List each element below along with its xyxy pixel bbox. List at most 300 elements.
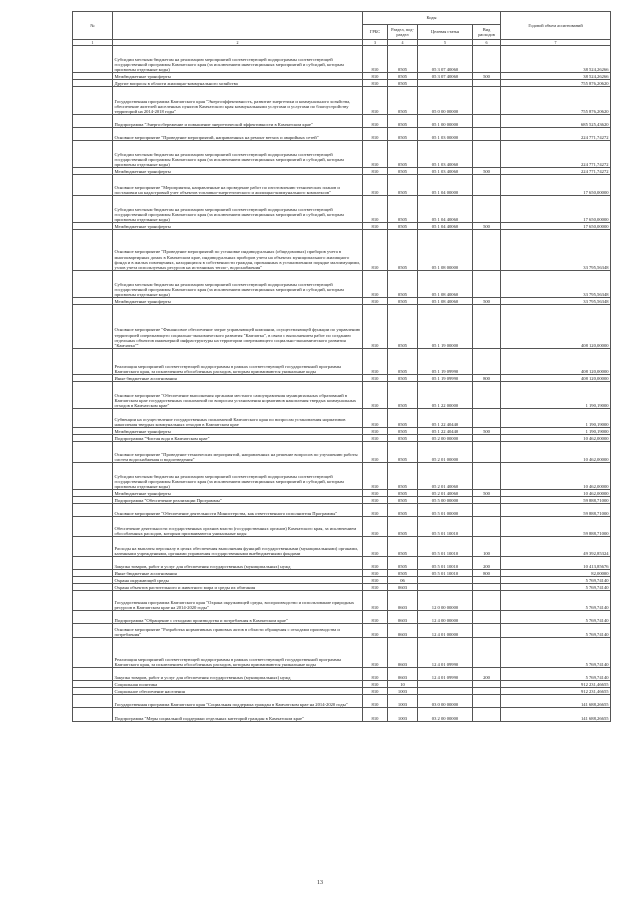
row-grbs-cell: 810 (363, 688, 388, 695)
col-exptype-index: 6 (473, 40, 501, 46)
row-exptype-cell (473, 196, 501, 223)
row-section-cell: 0603 (388, 668, 418, 681)
row-exptype-cell: 200 (473, 557, 501, 570)
row-section-cell: 0505 (388, 73, 418, 80)
row-amount-cell: 685 525,43620 (501, 115, 611, 128)
table-row (73, 305, 611, 349)
table-row (73, 442, 611, 463)
row-target-cell: 05 3 07 40060 (418, 73, 473, 80)
table-row (73, 517, 611, 537)
row-exptype-cell (473, 46, 501, 73)
row-amount-cell: 10 462,00000 (501, 490, 611, 497)
row-section-cell: 0505 (388, 271, 418, 298)
row-section-cell: 1003 (388, 695, 418, 708)
table-row (73, 271, 611, 298)
budget-table-body (73, 46, 611, 722)
row-name-cell: Обеспечение деятельности государственных органов власти (государственных органов) Камчатского края, за исключением обособленных расходов, которым присваиваются уникальные коды (113, 517, 363, 537)
row-grbs-cell: 810 (363, 87, 388, 115)
row-name-cell: Расходы на выплаты персоналу в целях обеспечения выполнения функций государственными (муниципальными) органами, казенными учреждениями, органами управления государственными внебюджетными фондами (113, 537, 363, 557)
row-amount-cell: 755 876,20620 (501, 80, 611, 87)
table-row (73, 115, 611, 128)
row-grbs-cell: 810 (363, 570, 388, 577)
row-exptype-cell: 500 (473, 223, 501, 230)
row-amount-cell: 33 795,56348 (501, 298, 611, 305)
table-row (73, 708, 611, 722)
row-name-cell: Субсидии местным бюджетам на реализацию мероприятий соответствующей подпрограммы соответствующей государственной программы Камчатского края (за исключением инвестиционных мероприятий и субсидий, которым присвоены отдельные коды) (113, 196, 363, 223)
row-section-cell: 1003 (388, 688, 418, 695)
row-target-cell: 05 1 08 00000 (418, 230, 473, 271)
row-section-cell: 10 (388, 681, 418, 688)
row-name-cell: Основное мероприятие "Разработка нормативных правовых актов в области обращения с отходами производства и потребления" (113, 624, 363, 638)
row-number-cell (73, 708, 113, 722)
row-target-cell: 05 5 01 10010 (418, 517, 473, 537)
row-name-cell: Реализация мероприятий соответствующей подпрограммы в рамках соответствующей государственной программы Камчатского края, за исключением обособленных расходов, которым присваиваются уникальные коды (113, 638, 363, 668)
row-number-cell (73, 409, 113, 428)
col-section-index: 4 (388, 40, 418, 46)
row-exptype-cell (473, 442, 501, 463)
row-section-cell: 0505 (388, 382, 418, 409)
table-row (73, 375, 611, 382)
row-grbs-cell: 810 (363, 435, 388, 442)
row-section-cell: 0505 (388, 230, 418, 271)
row-exptype-cell (473, 271, 501, 298)
col-name-index: 2 (113, 40, 363, 46)
row-grbs-cell: 810 (363, 517, 388, 537)
row-section-cell: 0505 (388, 442, 418, 463)
row-target-cell: 05 1 19 09990 (418, 375, 473, 382)
row-section-cell: 0505 (388, 504, 418, 517)
row-target-cell: 12 0 00 00000 (418, 591, 473, 611)
row-exptype-cell (473, 435, 501, 442)
col-number-header: № (73, 12, 113, 40)
table-row (73, 223, 611, 230)
row-target-cell: 05 2 00 00000 (418, 435, 473, 442)
table-row (73, 577, 611, 584)
row-section-cell: 0505 (388, 375, 418, 382)
row-exptype-cell (473, 504, 501, 517)
row-grbs-cell: 810 (363, 695, 388, 708)
row-number-cell (73, 611, 113, 624)
row-target-cell: 05 1 08 40060 (418, 271, 473, 298)
col-grbs-header: ГРБС (363, 25, 388, 40)
row-target-cell: 12 4 01 00000 (418, 624, 473, 638)
row-exptype-cell: 500 (473, 298, 501, 305)
row-name-cell: Межбюджетные трансферты (113, 168, 363, 175)
row-exptype-cell: 500 (473, 168, 501, 175)
row-amount-cell: 17 650,00000 (501, 175, 611, 196)
row-number-cell (73, 490, 113, 497)
row-number-cell (73, 230, 113, 271)
row-number-cell (73, 557, 113, 570)
row-amount-cell: 10 462,00000 (501, 463, 611, 490)
row-target-cell: 05 1 19 09990 (418, 349, 473, 375)
row-number-cell (73, 688, 113, 695)
row-amount-cell: 59 888,71000 (501, 497, 611, 504)
row-number-cell (73, 537, 113, 557)
row-section-cell: 0505 (388, 517, 418, 537)
row-amount-cell: 59 888,71000 (501, 504, 611, 517)
row-section-cell: 0505 (388, 168, 418, 175)
row-name-cell: Государственная программа Камчатского края "Охрана окружающей среды, воспроизводство и использование природных ресурсов в Камчатском крае на 2014-2020 годы" (113, 591, 363, 611)
row-grbs-cell: 810 (363, 305, 388, 349)
row-number-cell (73, 497, 113, 504)
row-amount-cell: 5 769,74140 (501, 624, 611, 638)
row-exptype-cell (473, 688, 501, 695)
row-name-cell: Межбюджетные трансферты (113, 298, 363, 305)
col-number-index: 1 (73, 40, 113, 46)
row-name-cell: Подпрограмма "Обеспечение реализации Программы" (113, 497, 363, 504)
row-name-cell: Основное мероприятие "Мероприятия, направленные на проведение работ по изготовлению технических планов и постановки на кадастровый учет объектов топливно-энергетического и жилищно-коммунального комплексов" (113, 175, 363, 196)
row-target-cell: 05 1 03 40060 (418, 168, 473, 175)
row-name-cell: Подпрограмма "Меры социальной поддержки отдельных категорий граждан в Камчатском крае" (113, 708, 363, 722)
row-name-cell: Основное мероприятие "Проведение мероприятий по установке индивидуальных (общедомовых) приборов учета в многоквартирных домах в Камчатском крае, индивидуальных приборов учета на объектах муниципального жилищного фонда и в жилых помещениях, находящихся в собственности граждан, признанных в установленном порядке малоимущими, узлов учета используемых ресурсов на источниках тепло-, водоснабжения" (113, 230, 363, 271)
row-amount-cell: 38 524,26266 (501, 46, 611, 73)
row-number-cell (73, 375, 113, 382)
row-section-cell: 0505 (388, 428, 418, 435)
row-exptype-cell (473, 611, 501, 624)
row-section-cell: 0505 (388, 497, 418, 504)
row-exptype-cell (473, 80, 501, 87)
row-name-cell: Субсидии местным бюджетам на реализацию мероприятий соответствующей подпрограммы соответствующей государственной программы Камчатского края (за исключением инвестиционных мероприятий и субсидий, которым присвоены отдельные коды) (113, 46, 363, 73)
row-amount-cell: 10 462,00000 (501, 435, 611, 442)
row-amount-cell: 141 688,26655 (501, 695, 611, 708)
row-target-cell: 05 1 03 00000 (418, 128, 473, 141)
row-amount-cell: 5 769,74140 (501, 591, 611, 611)
table-row (73, 688, 611, 695)
row-grbs-cell: 810 (363, 497, 388, 504)
col-amount-index: 7 (501, 40, 611, 46)
row-target-cell: 05 1 04 00000 (418, 175, 473, 196)
table-row (73, 409, 611, 428)
row-number-cell (73, 584, 113, 591)
col-exptype-header: Вид расходов (473, 25, 501, 40)
row-exptype-cell: 100 (473, 537, 501, 557)
row-grbs-cell: 810 (363, 128, 388, 141)
table-row (73, 349, 611, 375)
row-exptype-cell (473, 305, 501, 349)
row-name-cell: Основное мероприятие "Проведение мероприятий, направленных на ремонт ветхих и аварийных сетей" (113, 128, 363, 141)
row-amount-cell: 141 688,26655 (501, 708, 611, 722)
row-section-cell: 0603 (388, 624, 418, 638)
row-exptype-cell (473, 115, 501, 128)
row-section-cell: 0505 (388, 349, 418, 375)
row-grbs-cell: 810 (363, 442, 388, 463)
row-exptype-cell (473, 175, 501, 196)
row-grbs-cell: 810 (363, 230, 388, 271)
row-number-cell (73, 298, 113, 305)
row-target-cell: 05 1 03 40060 (418, 141, 473, 168)
row-target-cell: 05 2 01 40060 (418, 463, 473, 490)
row-name-cell: Закупка товаров, работ и услуг для обеспечения государственных (муниципальных) нужд (113, 668, 363, 681)
row-grbs-cell: 810 (363, 611, 388, 624)
row-grbs-cell: 810 (363, 504, 388, 517)
row-section-cell: 0505 (388, 435, 418, 442)
row-number-cell (73, 168, 113, 175)
row-target-cell: 05 2 01 00000 (418, 442, 473, 463)
row-name-cell: Государственная программа Камчатского края "Социальная поддержка граждан в Камчатском крае на 2014-2020 годы" (113, 695, 363, 708)
row-grbs-cell: 810 (363, 115, 388, 128)
row-grbs-cell: 810 (363, 382, 388, 409)
row-target-cell (418, 577, 473, 584)
row-grbs-cell: 810 (363, 584, 388, 591)
row-amount-cell: 224 771,74272 (501, 141, 611, 168)
row-name-cell: Субсидии местным бюджетам на реализацию мероприятий соответствующей подпрограммы соответствующей государственной программы Камчатского края (за исключением инвестиционных мероприятий и субсидий, которым присвоены отдельные коды) (113, 141, 363, 168)
row-amount-cell: 912 231,46655 (501, 681, 611, 688)
row-amount-cell: 5 769,74140 (501, 584, 611, 591)
row-section-cell: 1003 (388, 708, 418, 722)
row-grbs-cell: 810 (363, 168, 388, 175)
row-name-cell: Межбюджетные трансферты (113, 490, 363, 497)
row-exptype-cell (473, 141, 501, 168)
row-amount-cell: 17 650,00000 (501, 223, 611, 230)
row-exptype-cell (473, 638, 501, 668)
row-grbs-cell: 810 (363, 624, 388, 638)
row-number-cell (73, 681, 113, 688)
row-section-cell: 0603 (388, 591, 418, 611)
row-number-cell (73, 349, 113, 375)
row-section-cell: 0505 (388, 570, 418, 577)
col-target-index: 5 (418, 40, 473, 46)
row-number-cell (73, 73, 113, 80)
row-name-cell: Межбюджетные трансферты (113, 428, 363, 435)
row-amount-cell: 5 769,74140 (501, 668, 611, 681)
row-name-cell: Охрана объектов растительного и животного мира и среды их обитания (113, 584, 363, 591)
row-exptype-cell: 800 (473, 570, 501, 577)
row-grbs-cell: 810 (363, 557, 388, 570)
row-number-cell (73, 638, 113, 668)
row-grbs-cell: 810 (363, 708, 388, 722)
row-target-cell: 05 1 04 40060 (418, 223, 473, 230)
row-grbs-cell: 810 (363, 349, 388, 375)
row-name-cell: Основное мероприятие "Проведение технических мероприятий, направленных на решение вопросов по улучшению работы систем водоснабжения и водоотведения" (113, 442, 363, 463)
table-row (73, 695, 611, 708)
row-amount-cell: 224 771,74272 (501, 128, 611, 141)
row-amount-cell: 5 769,74140 (501, 638, 611, 668)
row-number-cell (73, 128, 113, 141)
row-name-cell: Социальная политика (113, 681, 363, 688)
row-amount-cell: 38 524,26266 (501, 73, 611, 80)
row-target-cell (418, 681, 473, 688)
row-grbs-cell: 810 (363, 375, 388, 382)
row-section-cell: 0603 (388, 638, 418, 668)
row-target-cell: 05 0 00 00000 (418, 87, 473, 115)
row-exptype-cell (473, 517, 501, 537)
budget-table (72, 11, 611, 722)
row-target-cell: 05 1 22 40440 (418, 428, 473, 435)
row-target-cell: 05 1 22 40440 (418, 409, 473, 428)
row-exptype-cell (473, 584, 501, 591)
table-row (73, 175, 611, 196)
table-row (73, 591, 611, 611)
row-number-cell (73, 442, 113, 463)
row-exptype-cell (473, 128, 501, 141)
row-amount-cell: 17 650,00000 (501, 196, 611, 223)
row-grbs-cell: 810 (363, 223, 388, 230)
row-section-cell: 0505 (388, 141, 418, 168)
row-amount-cell: 224 771,74272 (501, 168, 611, 175)
row-exptype-cell (473, 577, 501, 584)
row-name-cell: Субсидии местным бюджетам на реализацию мероприятий соответствующей подпрограммы соответствующей государственной программы Камчатского края (за исключением инвестиционных мероприятий и субсидий, которым присвоены отдельные коды) (113, 271, 363, 298)
row-section-cell: 0505 (388, 115, 418, 128)
page-number: 13 (317, 880, 323, 886)
row-target-cell: 05 5 01 10010 (418, 570, 473, 577)
row-section-cell: 0505 (388, 490, 418, 497)
row-name-cell: Межбюджетные трансферты (113, 73, 363, 80)
row-name-cell: Основное мероприятие "Обеспечение деятельности Министерства, как ответственного исполнителя Программы" (113, 504, 363, 517)
row-exptype-cell (473, 382, 501, 409)
row-target-cell: 05 3 07 40060 (418, 46, 473, 73)
row-amount-cell: 1 190,19000 (501, 409, 611, 428)
row-target-cell: 12 4 01 09990 (418, 668, 473, 681)
row-grbs-cell: 810 (363, 409, 388, 428)
row-exptype-cell (473, 349, 501, 375)
row-grbs-cell: 810 (363, 80, 388, 87)
table-row (73, 428, 611, 435)
col-section-header: Раздел, под-раздел (388, 25, 418, 40)
row-number-cell (73, 577, 113, 584)
row-amount-cell: 5 769,74140 (501, 577, 611, 584)
row-number-cell (73, 570, 113, 577)
row-section-cell: 0505 (388, 175, 418, 196)
row-amount-cell: 10 413,85676 (501, 557, 611, 570)
row-target-cell: 05 5 01 00000 (418, 504, 473, 517)
col-amount-header: Годовой объем ассигнований (501, 12, 611, 40)
row-target-cell: 03 0 00 00000 (418, 695, 473, 708)
table-row (73, 504, 611, 517)
row-grbs-cell: 810 (363, 175, 388, 196)
row-number-cell (73, 463, 113, 490)
table-row (73, 638, 611, 668)
row-number-cell (73, 591, 113, 611)
row-number-cell (73, 504, 113, 517)
row-target-cell (418, 584, 473, 591)
row-name-cell: Субсидии местным бюджетам на реализацию мероприятий соответствующей подпрограммы соответствующей государственной программы Камчатского края (за исключением инвестиционных мероприятий и субсидий, которым присвоены отдельные коды) (113, 463, 363, 490)
col-name-header (113, 12, 363, 40)
row-target-cell: 05 1 04 40060 (418, 196, 473, 223)
col-grbs-index: 3 (363, 40, 388, 46)
table-row (73, 46, 611, 73)
row-section-cell: 0505 (388, 537, 418, 557)
row-section-cell: 0505 (388, 409, 418, 428)
row-number-cell (73, 141, 113, 168)
table-row (73, 230, 611, 271)
row-exptype-cell: 500 (473, 73, 501, 80)
row-section-cell: 0603 (388, 611, 418, 624)
row-section-cell: 0505 (388, 463, 418, 490)
row-section-cell: 0505 (388, 557, 418, 570)
row-grbs-cell: 810 (363, 73, 388, 80)
row-grbs-cell: 810 (363, 428, 388, 435)
row-number-cell (73, 271, 113, 298)
row-target-cell: 05 1 00 00000 (418, 115, 473, 128)
row-name-cell: Охрана окружающей среды (113, 577, 363, 584)
table-row (73, 168, 611, 175)
table-row (73, 463, 611, 490)
codes-group-header: Коды (363, 12, 501, 25)
row-exptype-cell (473, 681, 501, 688)
row-number-cell (73, 175, 113, 196)
table-row (73, 80, 611, 87)
row-section-cell: 0505 (388, 128, 418, 141)
row-name-cell: Основное мероприятие "Финансовое обеспечение затрат управляющей компании, осуществляющей функции по управлению территорией опережающего социально-экономического развития "Камчатка", в связи с выполнением работ по созданию отдельных объектов инженерной инфраструктуры на территории опережающего социально-экономического развития "Камчатка"" (113, 305, 363, 349)
row-name-cell: Основное мероприятие "Обеспечение выполнения органами местного самоуправления муниципальных образований в Камчатском крае государственных полномочий по вопросам установления нормативов накопления твердых коммунальных отходов в Камчатском крае" (113, 382, 363, 409)
table-row (73, 611, 611, 624)
table-row (73, 668, 611, 681)
row-name-cell: Социальное обеспечение населения (113, 688, 363, 695)
table-row (73, 435, 611, 442)
table-row (73, 73, 611, 80)
row-section-cell: 0505 (388, 87, 418, 115)
row-target-cell: 05 5 01 10010 (418, 557, 473, 570)
row-section-cell: 0505 (388, 223, 418, 230)
row-target-cell: 05 1 22 00000 (418, 382, 473, 409)
row-amount-cell: 49 392,85324 (501, 537, 611, 557)
row-target-cell: 05 1 08 40060 (418, 298, 473, 305)
table-row (73, 557, 611, 570)
row-number-cell (73, 80, 113, 87)
table-row (73, 196, 611, 223)
col-target-header: Целевая статья (418, 25, 473, 40)
row-grbs-cell: 810 (363, 577, 388, 584)
row-name-cell: Закупка товаров, работ и услуг для обеспечения государственных (муниципальных) нужд (113, 557, 363, 570)
table-row (73, 128, 611, 141)
row-name-cell: Государственная программа Камчатского края "Энергоэффективность, развитие энергетики и коммунального хозяйства, обеспечение жителей населенных пунктов Камчатского края коммунальными услугами и услугами по благоустройству территорий на 2014-2018 годы" (113, 87, 363, 115)
row-amount-cell: 408 120,00000 (501, 375, 611, 382)
row-exptype-cell: 200 (473, 668, 501, 681)
row-exptype-cell (473, 695, 501, 708)
row-section-cell: 0505 (388, 196, 418, 223)
row-amount-cell: 1 190,19000 (501, 428, 611, 435)
row-name-cell: Подпрограмма "Обращение с отходами производства и потребления в Камчатском крае" (113, 611, 363, 624)
row-name-cell: Подпрограмма "Энергосбережение и повышение энергетической эффективности в Камчатском крае" (113, 115, 363, 128)
row-target-cell: 05 1 19 00000 (418, 305, 473, 349)
row-grbs-cell: 810 (363, 668, 388, 681)
row-number-cell (73, 305, 113, 349)
row-target-cell (418, 80, 473, 87)
row-name-cell: Межбюджетные трансферты (113, 223, 363, 230)
row-amount-cell: 1 190,19000 (501, 382, 611, 409)
row-target-cell: 12 4 01 09990 (418, 638, 473, 668)
row-amount-cell: 408 120,00000 (501, 349, 611, 375)
row-exptype-cell (473, 591, 501, 611)
row-amount-cell: 10 462,00000 (501, 442, 611, 463)
row-exptype-cell (473, 409, 501, 428)
row-number-cell (73, 46, 113, 73)
table-row (73, 681, 611, 688)
row-exptype-cell (473, 463, 501, 490)
row-name-cell: Другие вопросы в области жилищно-коммунального хозяйства (113, 80, 363, 87)
row-name-cell: Иные бюджетные ассигнования (113, 375, 363, 382)
row-grbs-cell: 810 (363, 141, 388, 168)
row-grbs-cell: 810 (363, 490, 388, 497)
table-row (73, 382, 611, 409)
row-exptype-cell: 800 (473, 375, 501, 382)
row-exptype-cell (473, 624, 501, 638)
row-number-cell (73, 382, 113, 409)
row-grbs-cell: 810 (363, 463, 388, 490)
row-target-cell: 05 2 01 40060 (418, 490, 473, 497)
row-grbs-cell: 810 (363, 591, 388, 611)
row-number-cell (73, 435, 113, 442)
row-amount-cell: 33 795,56348 (501, 230, 611, 271)
row-name-cell: Подпрограмма "Чистая вода в Камчатском крае" (113, 435, 363, 442)
row-exptype-cell (473, 87, 501, 115)
row-grbs-cell: 810 (363, 271, 388, 298)
row-section-cell: 0505 (388, 305, 418, 349)
row-section-cell: 0505 (388, 80, 418, 87)
row-number-cell (73, 223, 113, 230)
budget-table-sheet (72, 11, 610, 722)
